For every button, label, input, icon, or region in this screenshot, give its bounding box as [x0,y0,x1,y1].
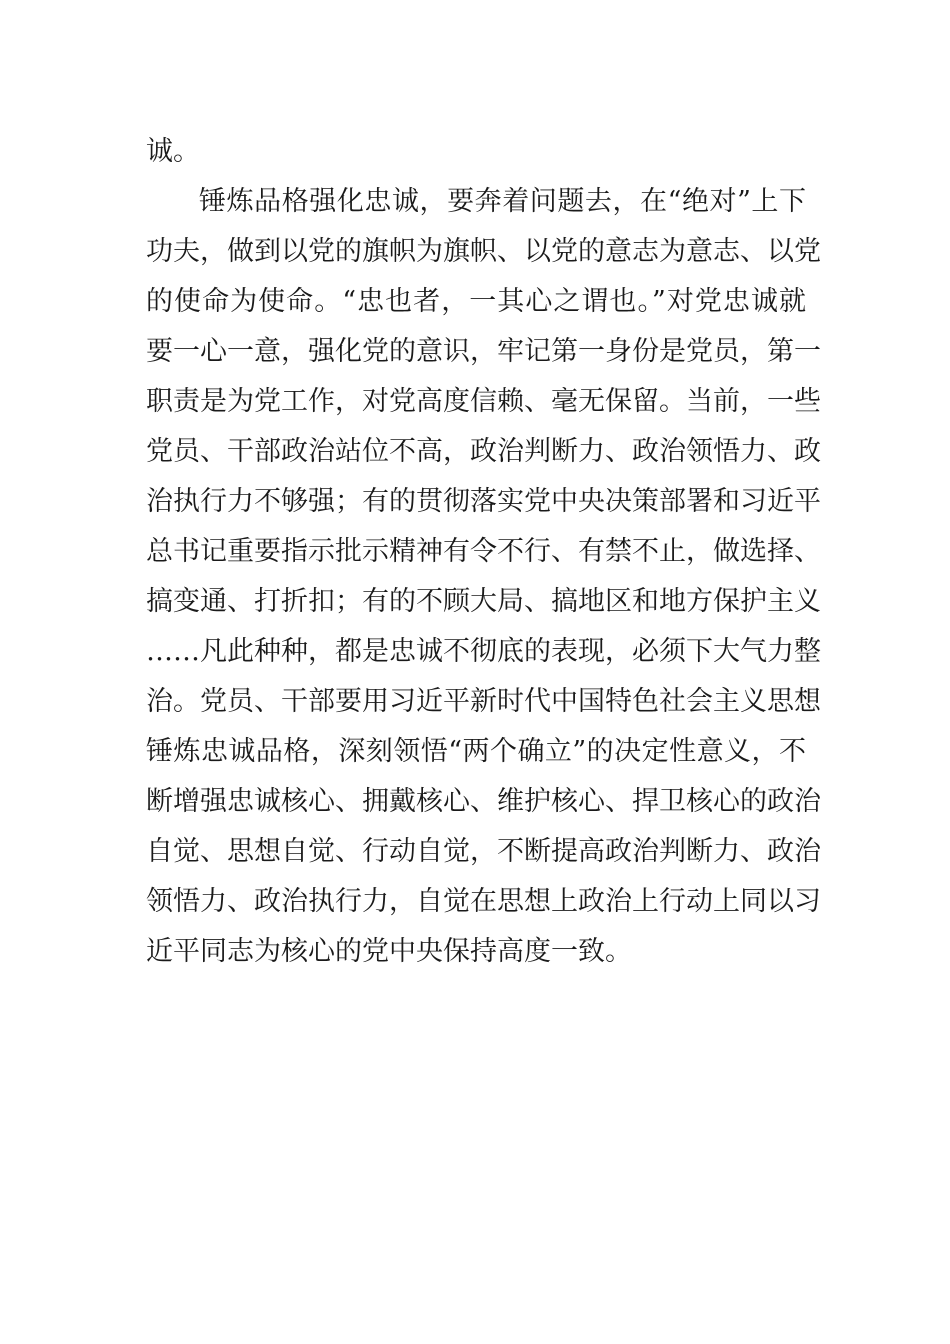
text-line-16: 领悟力、政治执行力，自觉在思想上政治上行动上同以习 [146,886,821,917]
text-line-12: 治。党员、干部要用习近平新时代中国特色社会主义思想 [146,686,821,717]
text-line-3: 功夫，做到以党的旗帜为旗帜、以党的意志为意志、以党 [146,236,821,267]
text-line-15: 自觉、思想自觉、行动自觉，不断提高政治判断力、政治 [146,836,821,867]
text-line-9: 总书记重要指示批示精神有令不行、有禁不止，做选择、 [146,536,821,567]
text-line-7: 党员、干部政治站位不高，政治判断力、政治领悟力、政 [146,436,821,467]
text-line-14: 断增强忠诚核心、拥戴核心、维护核心、捍卫核心的政治 [146,786,821,817]
text-line-5: 要一心一意，强化党的意识，牢记第一身份是党员，第一 [146,336,821,367]
text-line-2: 锤炼品格强化忠诚，要奔着问题去，在“绝对”上下 [199,186,806,217]
text-line-1: 诚。 [146,136,200,167]
text-line-11: ……凡此种种，都是忠诚不彻底的表现，必须下大气力整 [146,636,821,667]
text-line-4: 的使命为使命。“忠也者，一其心之谓也。”对党忠诚就 [146,286,806,317]
text-line-6: 职责是为党工作，对党高度信赖、毫无保留。当前，一些 [146,386,821,417]
text-line-17: 近平同志为核心的党中央保持高度一致。 [146,936,632,967]
text-line-10: 搞变通、打折扣；有的不顾大局、搞地区和地方保护主义 [146,586,821,617]
text-line-13: 锤炼忠诚品格，深刻领悟“两个确立”的决定性意义，不 [146,736,806,767]
text-line-8: 治执行力不够强；有的贯彻落实党中央决策部署和习近平 [146,486,821,517]
